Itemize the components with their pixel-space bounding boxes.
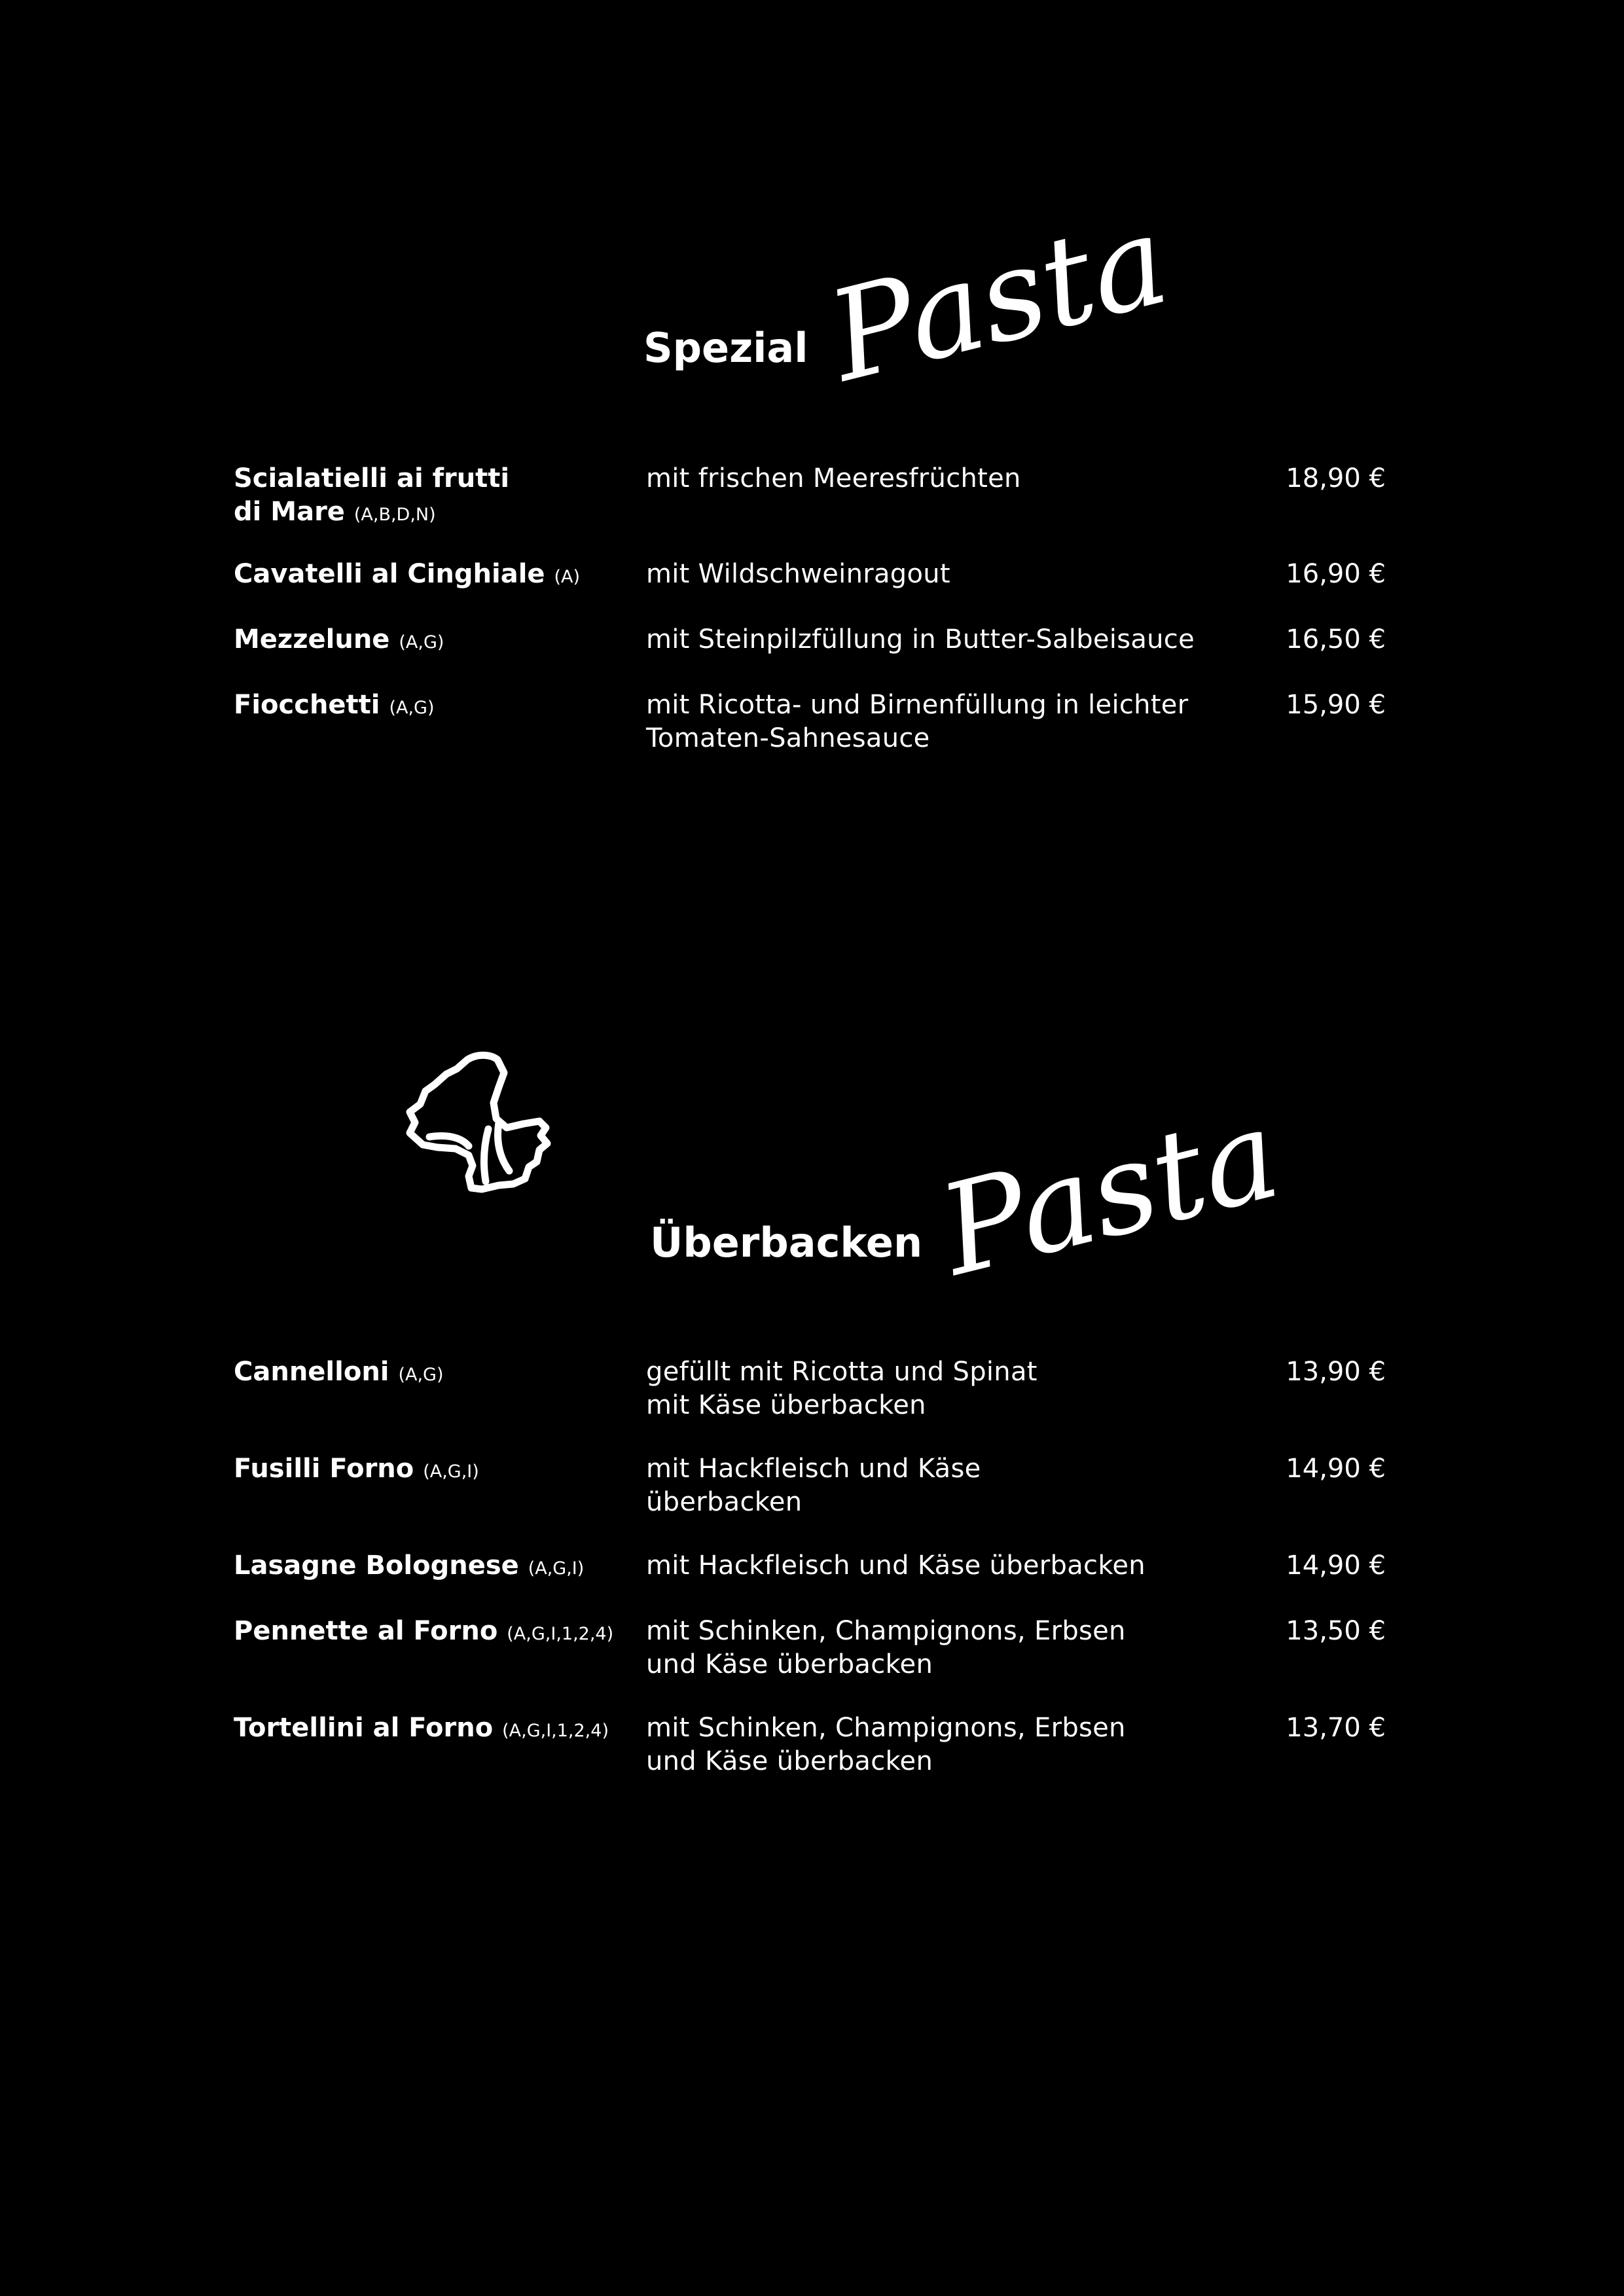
item-name: Lasagne Bolognese (A,G,I) bbox=[234, 1551, 585, 1581]
item-description: mit frischen Meeresfrüchten bbox=[646, 463, 1021, 493]
item-name: Mezzelune (A,G) bbox=[234, 624, 444, 655]
farfalle-pasta-icon bbox=[401, 1050, 558, 1204]
menu-item bbox=[234, 1712, 1386, 1784]
menu-item bbox=[234, 689, 1386, 761]
item-price: 13,50 € bbox=[1286, 1616, 1386, 1646]
item-name: Scialatielli ai frutti di Mare (A,B,D,N) bbox=[234, 463, 510, 527]
item-price: 15,90 € bbox=[1286, 690, 1386, 720]
item-name: Fusilli Forno (A,G,I) bbox=[234, 1454, 479, 1484]
section-title-word: Spezial bbox=[643, 324, 808, 372]
menu-item bbox=[234, 462, 1386, 558]
section-title-word: Überbacken bbox=[650, 1219, 923, 1266]
item-allergens: (A,G,I) bbox=[423, 1462, 479, 1482]
item-allergens: (A,G) bbox=[398, 1365, 444, 1385]
menu-item bbox=[234, 623, 1386, 689]
section-script-word: Pasta bbox=[927, 1081, 1293, 1304]
menu-item bbox=[234, 1615, 1386, 1712]
menu-item bbox=[234, 1355, 1386, 1452]
item-price: 13,70 € bbox=[1286, 1713, 1386, 1743]
item-description: mit Hackfleisch und Käse überbacken bbox=[646, 1551, 1146, 1581]
item-price: 14,90 € bbox=[1286, 1454, 1386, 1484]
item-description: mit Schinken, Champignons, Erbsen und Käse überbacken bbox=[646, 1713, 1126, 1776]
item-price: 16,50 € bbox=[1286, 624, 1386, 655]
item-description: mit Hackfleisch und Käse überbacken bbox=[646, 1454, 981, 1517]
item-allergens: (A,B,D,N) bbox=[353, 505, 436, 525]
item-name: Cannelloni (A,G) bbox=[234, 1357, 444, 1387]
item-description: mit Steinpilzfüllung in Butter-Salbeisauce bbox=[646, 624, 1195, 655]
item-allergens: (A,G) bbox=[389, 698, 435, 718]
menu-list-ueberbacken bbox=[234, 1355, 1386, 1784]
menu-item bbox=[234, 1549, 1386, 1615]
section-script-word: Pasta bbox=[816, 187, 1182, 410]
item-allergens: (A,G,I,1,2,4) bbox=[502, 1721, 609, 1741]
item-price: 13,90 € bbox=[1286, 1357, 1386, 1387]
item-allergens: (A,G,I,1,2,4) bbox=[507, 1624, 614, 1644]
item-allergens: (A,G,I) bbox=[528, 1558, 585, 1579]
item-price: 14,90 € bbox=[1286, 1551, 1386, 1581]
item-price: 16,90 € bbox=[1286, 559, 1386, 589]
item-price: 18,90 € bbox=[1286, 463, 1386, 493]
item-name: Fiocchetti (A,G) bbox=[234, 690, 435, 720]
item-name: Tortellini al Forno (A,G,I,1,2,4) bbox=[234, 1713, 609, 1743]
menu-item bbox=[234, 558, 1386, 623]
item-description: mit Wildschweinragout bbox=[646, 559, 950, 589]
item-description: gefüllt mit Ricotta und Spinat mit Käse überbacken bbox=[646, 1357, 1038, 1420]
item-allergens: (A,G) bbox=[399, 632, 444, 653]
menu-list-spezial bbox=[234, 462, 1386, 761]
item-description: mit Schinken, Champignons, Erbsen und Käse überbacken bbox=[646, 1616, 1126, 1679]
item-description: mit Ricotta- und Birnenfüllung in leichter Tomaten-Sahnesauce bbox=[646, 690, 1189, 753]
item-name: Cavatelli al Cinghiale (A) bbox=[234, 559, 581, 589]
item-allergens: (A) bbox=[554, 567, 581, 587]
item-name: Pennette al Forno (A,G,I,1,2,4) bbox=[234, 1616, 614, 1646]
menu-item bbox=[234, 1452, 1386, 1549]
